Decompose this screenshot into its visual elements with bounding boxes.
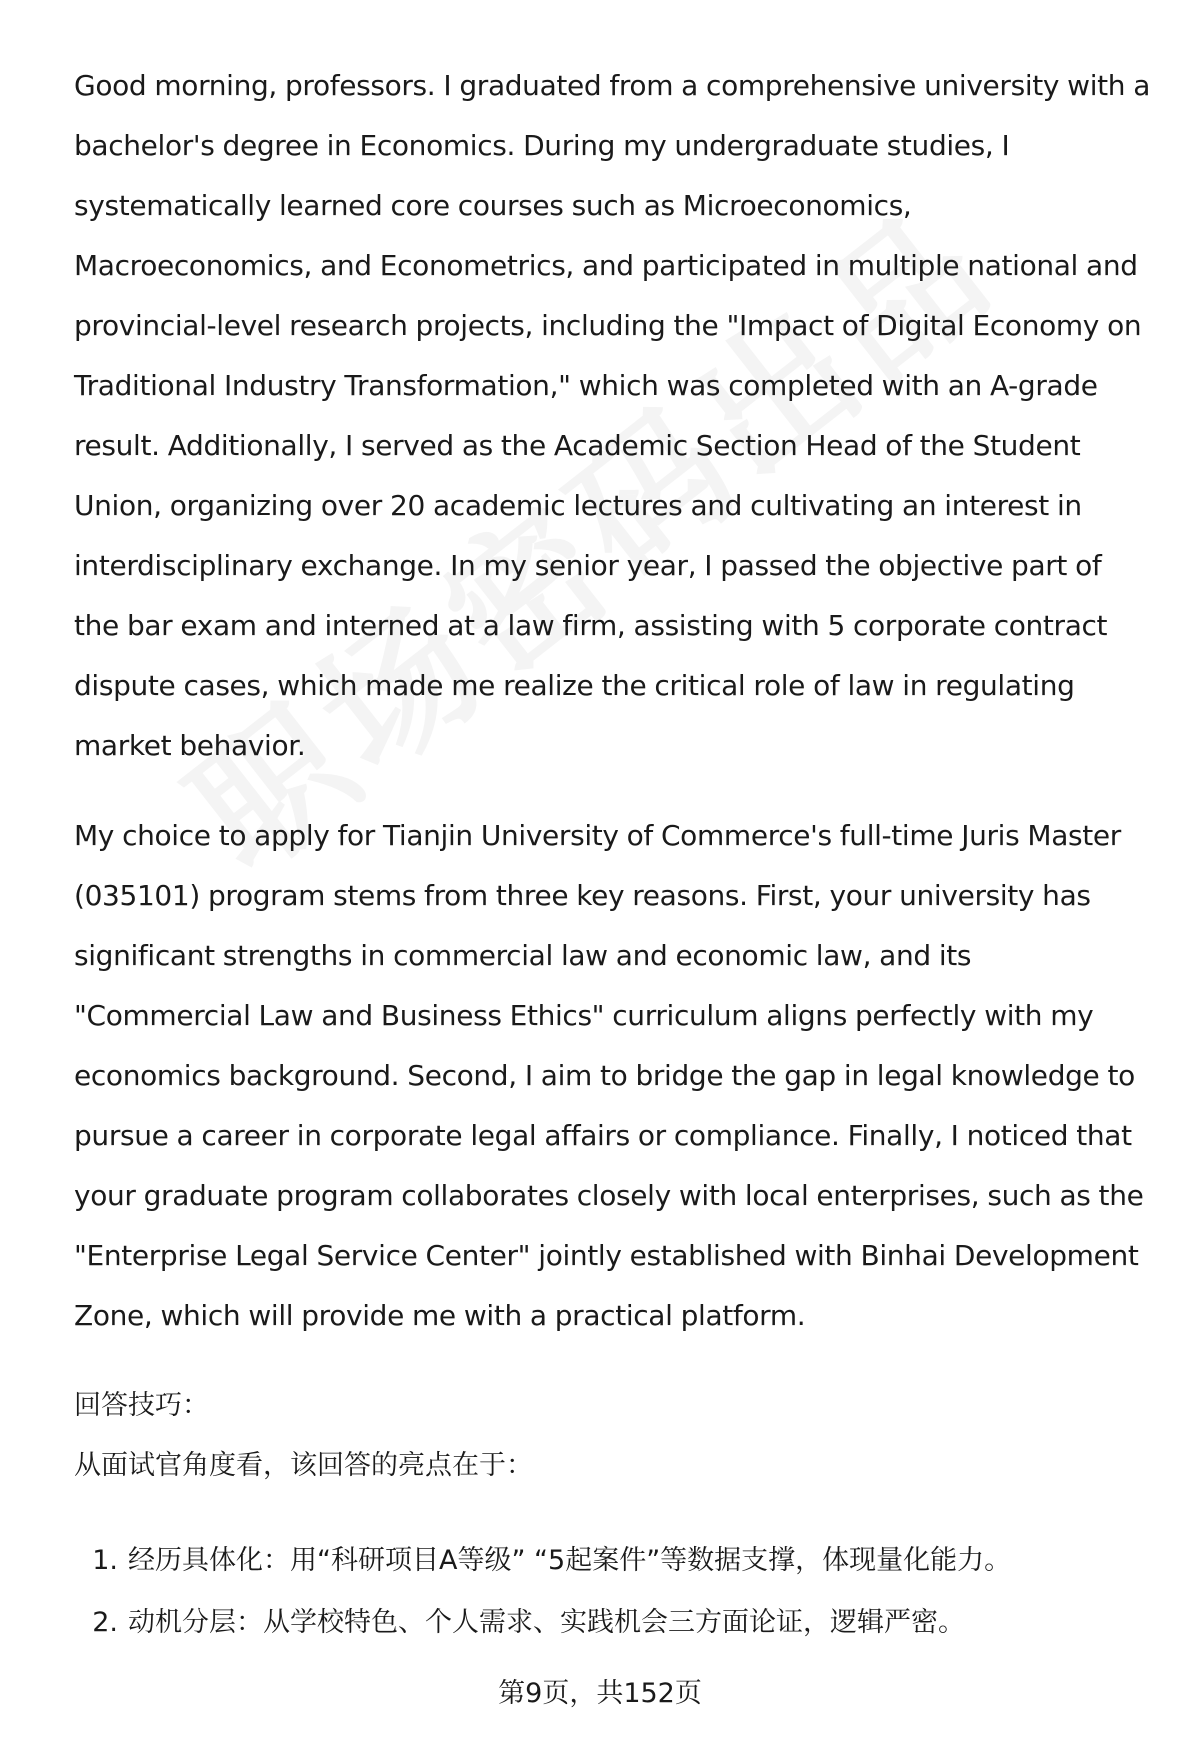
paragraph-motivation: My choice to apply for Tianjin University of Commerce's full-time Juris Master (035101) program stems from three key reasons. First, your university has significant strengths in commercial law and economic law, and its "Commercial Law and Business Ethics" curriculum aligns perfectly with my economics background. Second, I aim to bridge the gap in legal knowledge to pursue a career in corporate legal affairs or compliance. Finally, I noticed that your graduate program collaborates closely with local enterprises, such as the "Enterprise Legal Service Center" jointly established with Binhai Development Zone, which will provide me with a practical platform. — [74, 819, 1144, 1332]
list-item-number: 2. — [92, 1607, 118, 1638]
list-item — [74, 1592, 1154, 1654]
paragraph-background: Good morning, professors. I graduated from a comprehensive university with a bachelor's degree in Economics. During my undergraduate studies, I systematically learned core courses such as Microeconomics, Macroeconomics, and Econometrics, and participated in multiple national and provincial-level research projects, including the "Impact of Digital Economy on Traditional Industry Transformation," which was completed with an A-grade result. Additionally, I served as the Academic Section Head of the Student Union, organizing over 20 academic lectures and cultivating an interest in interdisciplinary exchange. In my senior year, I passed the objective part of the bar exam and interned at a law firm, assisting with 5 corporate contract dispute cases, which made me realize the critical role of law in regulating market behavior. — [74, 69, 1151, 762]
tips-intro: 从面试官角度看，该回答的亮点在于： — [74, 1450, 533, 1481]
page-number-footer: 第9页，共152页 — [498, 1678, 702, 1709]
tips-list — [74, 1530, 1154, 1654]
page-content — [74, 56, 1154, 1654]
list-item-text: 经历具体化：用“科研项目A等级” “5起案件”等数据支撑，体现量化能力。 — [128, 1545, 1012, 1576]
list-item — [74, 1530, 1154, 1592]
list-item-text: 动机分层：从学校特色、个人需求、实践机会三方面论证，逻辑严密。 — [128, 1607, 965, 1638]
tips-title: 回答技巧： — [74, 1390, 209, 1421]
list-item-number: 1. — [92, 1545, 118, 1576]
